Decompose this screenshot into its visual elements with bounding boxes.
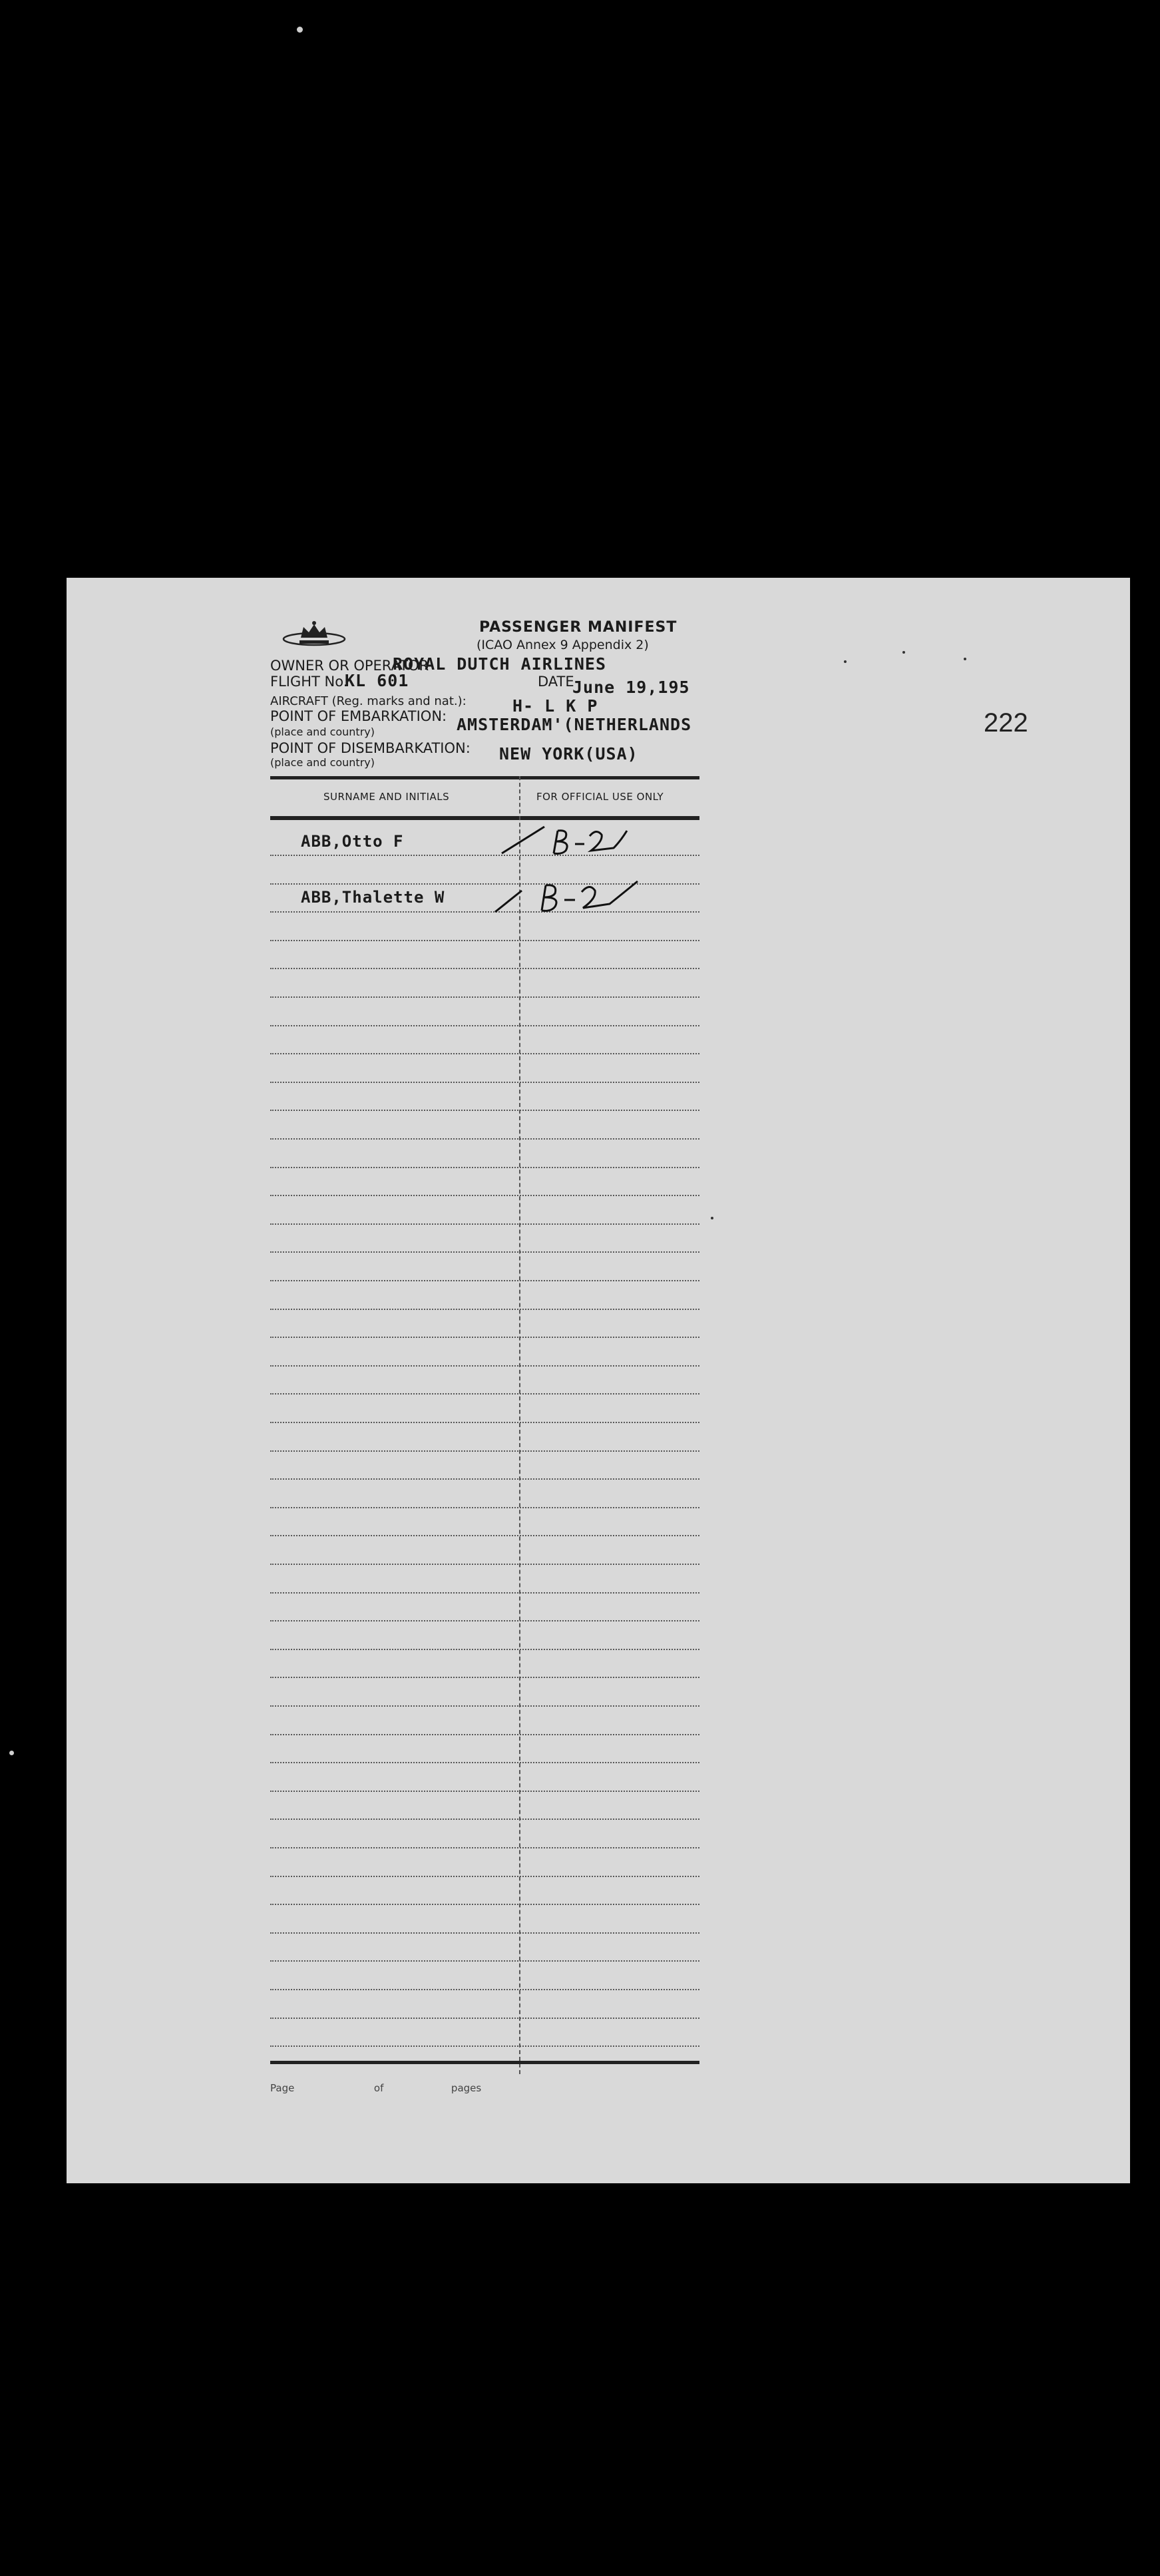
flight-value: KL 601 xyxy=(345,671,409,690)
table-row-line xyxy=(270,855,699,856)
ink-dot xyxy=(964,658,966,660)
table-row-line xyxy=(270,1592,699,1594)
table-bottom-rule xyxy=(270,2061,699,2064)
table-row-line xyxy=(270,1195,699,1196)
column-header-official: FOR OFFICIAL USE ONLY xyxy=(536,791,664,803)
ink-dot xyxy=(711,1217,713,1219)
table-row-line xyxy=(270,1819,699,1820)
table-row-line xyxy=(270,1223,699,1225)
embarkation-note: (place and country) xyxy=(270,726,375,738)
date-label: DATE xyxy=(538,674,574,690)
table-row-line xyxy=(270,1167,699,1168)
page-number-stamp: 222 xyxy=(984,708,1028,738)
table-row-line xyxy=(270,1904,699,1905)
official-mark-handwritten xyxy=(490,876,643,919)
table-row-line xyxy=(270,1677,699,1678)
table-row-line xyxy=(270,1053,699,1054)
table-row-line xyxy=(270,2045,699,2047)
table-row-line xyxy=(270,1025,699,1026)
aircraft-label xyxy=(270,692,467,708)
table-row-line xyxy=(270,1705,699,1707)
table-row-line xyxy=(270,1337,699,1338)
airline-crown-logo xyxy=(281,620,347,651)
table-row-line xyxy=(270,940,699,941)
passenger-name: ABB,Thalette W xyxy=(301,888,445,907)
passenger-table xyxy=(270,776,699,2094)
date-value: June 19,195 xyxy=(572,678,690,697)
manifest-title: PASSENGER MANIFEST xyxy=(479,619,677,636)
table-row-line xyxy=(270,1564,699,1565)
table-header-rule xyxy=(270,816,699,820)
dust-speck xyxy=(297,27,303,33)
table-row-line xyxy=(270,2018,699,2019)
ink-dot xyxy=(902,651,905,654)
manifest-sheet xyxy=(67,578,1130,2183)
table-row-line xyxy=(270,968,699,969)
table-row-line xyxy=(270,1762,699,1763)
table-row-line xyxy=(270,1960,699,1962)
manifest-subtitle: (ICAO Annex 9 Appendix 2) xyxy=(477,638,649,652)
embarkation-value: AMSTERDAM'(NETHERLANDS xyxy=(457,715,692,734)
table-row-line xyxy=(270,1251,699,1253)
table-row-line xyxy=(270,1393,699,1395)
aircraft-value: H- L K P xyxy=(512,696,598,716)
disembarkation-note: (place and country) xyxy=(270,756,375,769)
table-row-line xyxy=(270,1280,699,1281)
table-row-line xyxy=(270,1110,699,1111)
footer-of-label: of xyxy=(373,2082,384,2094)
disembarkation-value: NEW YORK(USA) xyxy=(499,744,638,763)
passenger-name: ABB,Otto F xyxy=(301,832,404,851)
table-row-line xyxy=(270,1365,699,1367)
aircraft-label-text: AIRCRAFT (Reg. marks and nat.): xyxy=(270,694,467,708)
table-row-line xyxy=(270,1876,699,1877)
embarkation-label: POINT OF EMBARKATION: xyxy=(270,708,447,724)
table-row-line xyxy=(270,1989,699,1990)
disembarkation-label: POINT OF DISEMBARKATION: xyxy=(270,740,471,756)
table-top-rule xyxy=(270,776,699,779)
footer-pages-label: pages xyxy=(451,2082,482,2094)
table-row-line xyxy=(270,1791,699,1792)
table-row-line xyxy=(270,1649,699,1650)
column-divider xyxy=(519,776,520,2074)
table-row-line xyxy=(270,1620,699,1621)
table-row-line xyxy=(270,996,699,998)
page-footer xyxy=(270,2082,481,2094)
owner-value: ROYAL DUTCH AIRLINES xyxy=(393,654,607,674)
table-row-line xyxy=(270,1422,699,1423)
table-row-line xyxy=(270,1847,699,1848)
owner-label: OWNER OR OPERATOR xyxy=(270,658,429,674)
flight-label: FLIGHT No. xyxy=(270,674,348,690)
table-row-line xyxy=(270,1309,699,1310)
table-row-line xyxy=(270,1734,699,1735)
table-row-line xyxy=(270,1138,699,1140)
table-row-line xyxy=(270,1450,699,1452)
footer-page-label: Page xyxy=(270,2082,295,2094)
ink-dot xyxy=(844,660,847,663)
table-row-line xyxy=(270,1535,699,1536)
table-row-line xyxy=(270,1507,699,1508)
dust-speck xyxy=(9,1751,14,1755)
table-row-line xyxy=(270,1478,699,1480)
table-row-line xyxy=(270,1932,699,1934)
table-row-line xyxy=(270,1082,699,1083)
official-mark-handwritten xyxy=(496,821,630,861)
column-header-surname: SURNAME AND INITIALS xyxy=(323,791,450,803)
